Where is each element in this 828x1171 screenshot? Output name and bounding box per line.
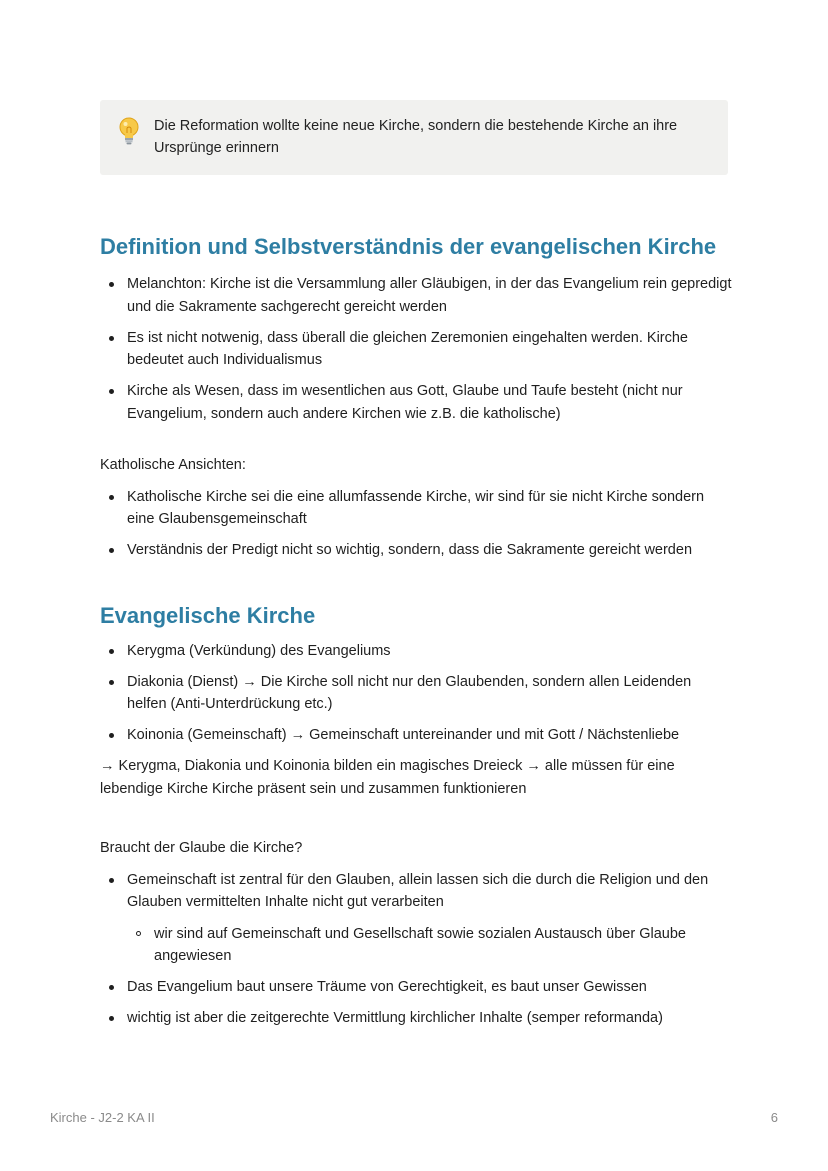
list-item: Koinonia (Gemeinschaft) → Gemeinschaft untereinander und mit Gott / Nächstenliebe — [100, 724, 732, 747]
lightbulb-icon — [116, 116, 142, 146]
list-item: wichtig ist aber die zeitgerechte Vermittlung kirchlicher Inhalte (semper reformanda) — [100, 1007, 732, 1030]
definition-list — [100, 273, 732, 425]
evangelical-list — [100, 640, 732, 747]
list-item: Verständnis der Predigt nicht so wichtig, sondern, dass die Sakramente gereicht werden — [100, 539, 732, 562]
nested-list-item: wir sind auf Gemeinschaft und Gesellschaft sowie sozialen Austausch über Glaube angewiesen — [127, 923, 732, 968]
list-item: Katholische Kirche sei die eine allumfassende Kirche, wir sind für sie nicht Kirche sondern eine Glaubensgemeinschaft — [100, 486, 732, 531]
list-item — [100, 869, 732, 968]
question-list — [100, 869, 732, 1030]
summary-paragraph: → Kerygma, Diakonia und Koinonia bilden ein magisches Dreieck → alle müssen für eine lebendige Kirche Kirche präsent sein und zusammen funktionieren — [100, 758, 675, 797]
section-title-definition: Definition und Selbstverständnis der evangelischen Kirche — [100, 234, 717, 259]
list-item: Kirche als Wesen, dass im wesentlichen aus Gott, Glaube und Taufe besteht (nicht nur Evangelium, sondern auch andere Kirchen wie z.B. die katholische) — [100, 380, 732, 425]
catholic-views-heading: Katholische Ansichten: — [100, 457, 246, 473]
footer-document-title: Kirche - J2-2 KA II — [50, 1110, 155, 1125]
main-content — [100, 232, 732, 1030]
list-item: Diakonia (Dienst) → Die Kirche soll nicht nur den Glaubenden, sondern allen Leidenden helfen (Anti-Unterdrückung etc.) — [100, 671, 732, 716]
catholic-views-list — [100, 486, 732, 562]
section-title-evangelical: Evangelische Kirche — [100, 602, 316, 628]
list-item-text: Gemeinschaft ist zentral für den Glauben, allein lassen sich die durch die Religion und den Glauben vermittelten Inhalte nicht gut verarbeiten — [127, 871, 709, 910]
list-item: Das Evangelium baut unsere Träume von Gerechtigkeit, es baut unser Gewissen — [100, 976, 732, 999]
list-item: Melanchton: Kirche ist die Versammlung aller Gläubigen, in der das Evangelium rein gepredigt und die Sakramente sachgerecht gereicht werden — [100, 273, 732, 318]
callout-text: Die Reformation wollte keine neue Kirche, sondern die bestehende Kirche an ihre Ursprünge erinnern — [154, 118, 678, 156]
nested-list — [127, 923, 732, 968]
footer-page-number: 6 — [770, 1110, 778, 1125]
list-item: Es ist nicht notwenig, dass überall die gleichen Zeremonien eingehalten werden. Kirche bedeutet auch Individualismus — [100, 327, 732, 372]
list-item: Kerygma (Verkündung) des Evangeliums — [100, 640, 732, 663]
question-heading: Braucht der Glaube die Kirche? — [100, 840, 303, 856]
